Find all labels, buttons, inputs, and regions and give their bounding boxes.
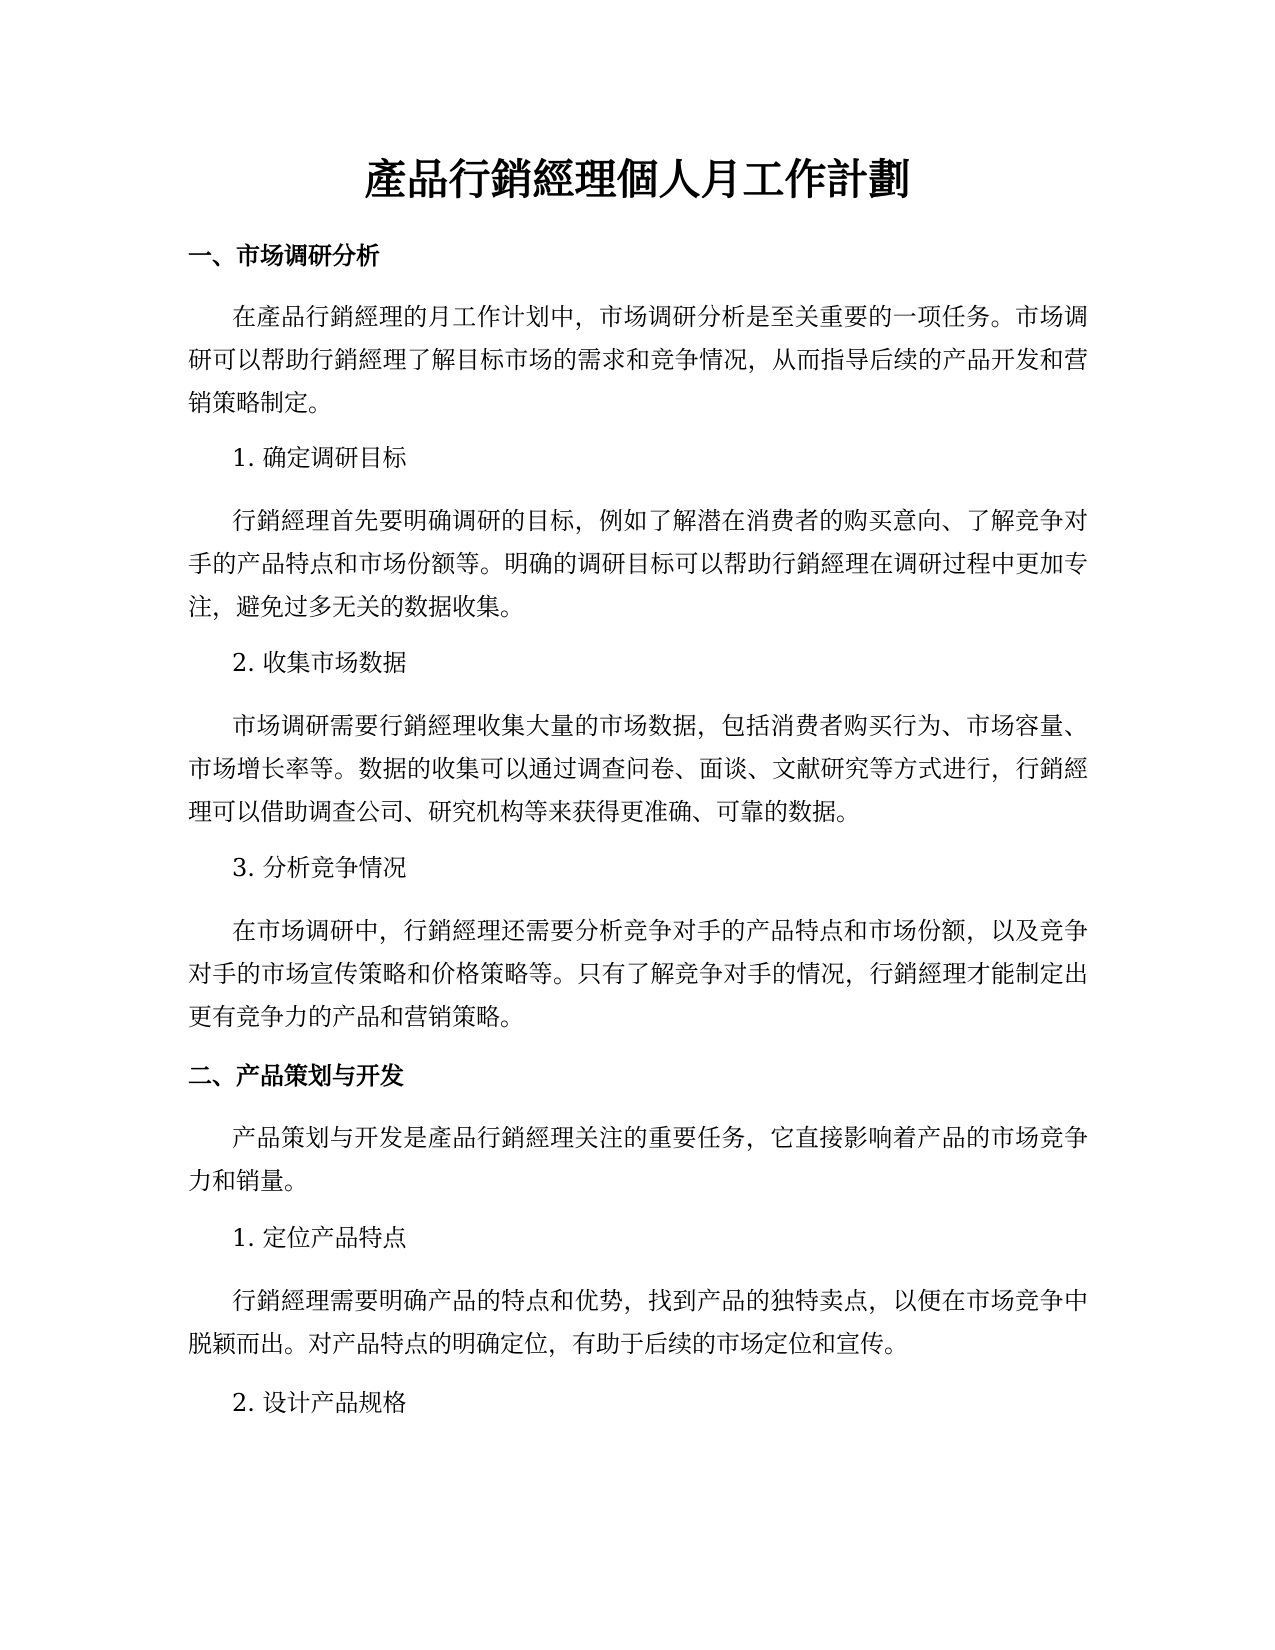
paragraph-collect-data: 市场调研需要行銷經理收集大量的市场数据，包括消费者购买行为、市场容量、市场增长率等。数据的收集可以通过调查问卷、面谈、文献研究等方式进行，行銷經理可以借助调查公司、研究机构等来获得更准确、可靠的数据。 bbox=[188, 712, 1088, 826]
document-title: 產品行銷經理個人月工作計劃 bbox=[364, 155, 911, 204]
subheading-research-goals: 1. 确定调研目标 bbox=[232, 444, 407, 472]
section-intro-product-planning: 产品策划与开发是產品行銷經理关注的重要任务，它直接影响着产品的市场竞争力和销量。 bbox=[188, 1124, 1088, 1195]
section-intro-market-research: 在產品行銷經理的月工作计划中，市场调研分析是至关重要的一项任务。市场调研可以帮助行銷經理了解目标市场的需求和竞争情况，从而指导后续的产品开发和营销策略制定。 bbox=[188, 303, 1088, 417]
paragraph-analyze-competition: 在市场调研中，行銷經理还需要分析竞争对手的产品特点和市场份额，以及竞争对手的市场宣传策略和价格策略等。只有了解竞争对手的情况，行銷經理才能制定出更有竞争力的产品和营销策略。 bbox=[188, 917, 1088, 1031]
paragraph-research-goals: 行銷經理首先要明确调研的目标，例如了解潜在消费者的购买意向、了解竞争对手的产品特点和市场份额等。明确的调研目标可以帮助行銷經理在调研过程中更加专注，避免过多无关的数据收集。 bbox=[188, 507, 1088, 621]
subheading-product-specs: 2. 设计产品规格 bbox=[232, 1389, 407, 1417]
subheading-product-positioning: 1. 定位产品特点 bbox=[232, 1224, 407, 1252]
subheading-analyze-competition: 3. 分析竞争情况 bbox=[232, 854, 407, 882]
paragraph-product-positioning: 行銷經理需要明确产品的特点和优势，找到产品的独特卖点，以便在市场竞争中脱颖而出。对产品特点的明确定位，有助于后续的市场定位和宣传。 bbox=[188, 1287, 1088, 1358]
section-heading-product-planning: 二、产品策划与开发 bbox=[188, 1062, 404, 1090]
subheading-collect-data: 2. 收集市场数据 bbox=[232, 649, 407, 677]
section-heading-market-research: 一、市场调研分析 bbox=[188, 242, 380, 270]
